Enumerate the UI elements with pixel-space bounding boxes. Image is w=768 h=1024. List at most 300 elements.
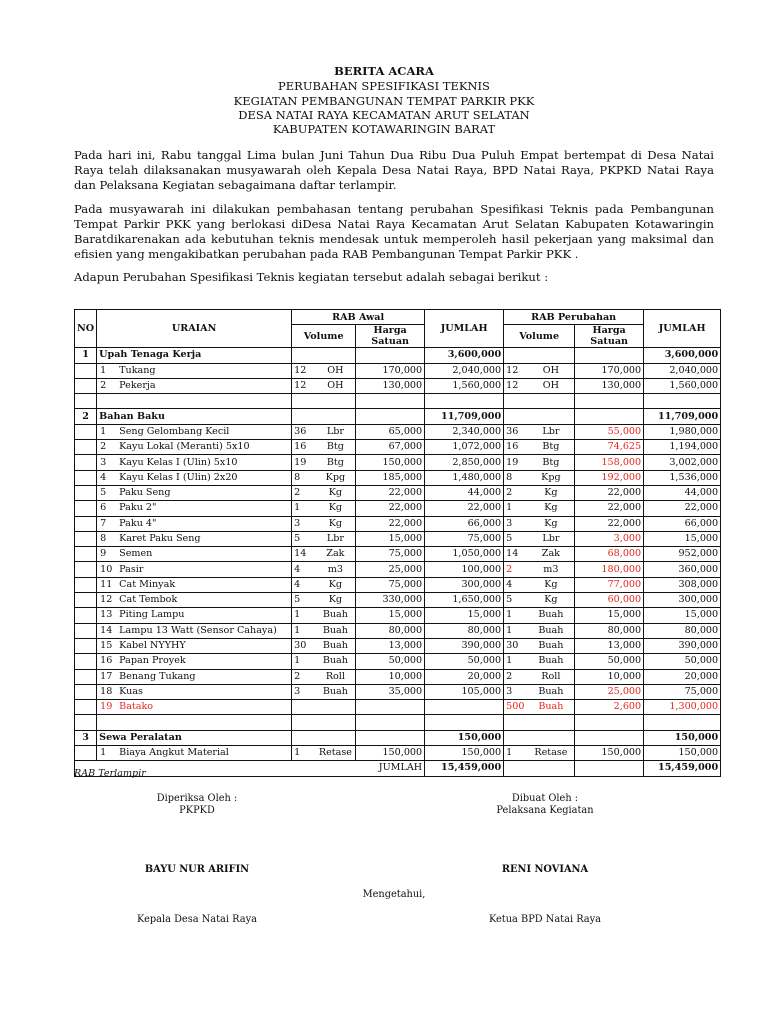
cell-j2: 80,000 [644, 623, 721, 638]
cell-v1: 2 [292, 485, 316, 500]
cell-u1: m3 [316, 562, 356, 577]
empty-cell [504, 715, 528, 730]
cell-v2: 500 [504, 700, 528, 715]
table-row [75, 623, 721, 638]
item-number: 10 [100, 563, 113, 575]
item-name: Paku 2" [119, 502, 157, 514]
empty-cell [75, 485, 97, 500]
cell-item [97, 531, 292, 546]
cell-u1: Buah [316, 684, 356, 699]
cell-h2: 3,000 [575, 531, 644, 546]
blank-row [75, 394, 721, 409]
cell-h2: 170,000 [575, 363, 644, 378]
cell-u1: OH [316, 363, 356, 378]
empty-cell [75, 531, 97, 546]
sig-center-caption: Mengetahui, [362, 889, 426, 900]
cell-no: 1 [75, 348, 97, 363]
cell-name: Sewa Peralatan [97, 730, 292, 745]
cell-item [97, 516, 292, 531]
empty-cell [75, 608, 97, 623]
empty-cell [75, 638, 97, 653]
cell-j1: 2,040,000 [425, 363, 504, 378]
cell-h2: 22,000 [575, 501, 644, 516]
cell-j2: 3,002,000 [644, 455, 721, 470]
cell-h2: 192,000 [575, 470, 644, 485]
total-label: JUMLAH [75, 761, 425, 776]
empty-cell [644, 715, 721, 730]
cell-h1: 22,000 [356, 501, 425, 516]
cell-item [97, 638, 292, 653]
cell-u2: Kg [528, 516, 575, 531]
cell-u2: Buah [528, 638, 575, 653]
cell-no: 3 [75, 730, 97, 745]
cell-j1: 80,000 [425, 623, 504, 638]
cell-u2: Buah [528, 700, 575, 715]
item-number: 1 [100, 364, 107, 376]
cell-item [97, 593, 292, 608]
empty-cell [356, 715, 425, 730]
header-volume-awal: Volume [292, 325, 356, 348]
doc-subtitle: KABUPATEN KOTAWARINGIN BARAT [272, 122, 496, 136]
header-harga-awal: Harga Satuan [356, 325, 425, 348]
header-volume-perubahan: Volume [504, 325, 575, 348]
header-harga-perubahan: Harga Satuan [575, 325, 644, 348]
header-rab-awal: RAB Awal [292, 310, 425, 325]
table-row [75, 501, 721, 516]
table-row [75, 363, 721, 378]
sig-left-name: BAYU NUR ARIFIN [144, 864, 250, 875]
cell-h1: 150,000 [356, 455, 425, 470]
table-row [75, 684, 721, 699]
cell-v2: 1 [504, 654, 528, 669]
cell-h1: 75,000 [356, 577, 425, 592]
cell-j1: 3,600,000 [425, 348, 504, 363]
cell-v1 [292, 730, 316, 745]
cell-u1: Buah [316, 638, 356, 653]
cell-j2: 15,000 [644, 608, 721, 623]
empty-cell [75, 715, 97, 730]
item-number: 19 [100, 701, 113, 713]
header-jumlah-perubahan: JUMLAH [644, 310, 721, 348]
header-uraian: URAIAN [97, 310, 292, 348]
cell-item [97, 608, 292, 623]
item-number: 9 [100, 548, 107, 560]
cell-h2: 2,600 [575, 700, 644, 715]
table-row [75, 470, 721, 485]
cell-v2: 4 [504, 577, 528, 592]
cell-j1: 1,072,000 [425, 440, 504, 455]
empty-cell [75, 363, 97, 378]
cell-h2 [575, 409, 644, 424]
cell-v1: 1 [292, 654, 316, 669]
doc-subtitle: DESA NATAI RAYA KECAMATAN ARUT SELATAN [238, 108, 530, 122]
cell-item [97, 669, 292, 684]
empty-cell [504, 394, 528, 409]
table-row [75, 654, 721, 669]
cell-v2: 1 [504, 608, 528, 623]
cell-u2 [528, 409, 575, 424]
cell-u2: Btg [528, 455, 575, 470]
cell-u1: Lbr [316, 424, 356, 439]
cell-h2: 80,000 [575, 623, 644, 638]
sig-bottom-right: Ketua BPD Natai Raya [488, 914, 602, 925]
table-row [75, 516, 721, 531]
rab-note: RAB Terlampir [74, 768, 146, 779]
cell-v2: 30 [504, 638, 528, 653]
cell-v1 [292, 409, 316, 424]
item-number: 1 [100, 747, 107, 759]
cell-j1: 50,000 [425, 654, 504, 669]
cell-h1: 65,000 [356, 424, 425, 439]
paragraph-discussion: Pada musyawarah ini dilakukan pembahasan tentang perubahan Spesifikasi Teknis pada Pembangunan Tempat Parkir PKK yang berlokasi diDesa Natai Raya Kecamatan Arut Selatan Kabupaten Kotawaringin Baratdikarenakan ada kebutuhan teknis mendesak untuk memperoleh hasil pekerjaan yang maksimal dan efisien yang mengakibatkan perubahan pada RAB Pembangunan Tempat Parkir PKK . [74, 202, 714, 261]
cell-h2: 13,000 [575, 638, 644, 653]
cell-u2 [528, 730, 575, 745]
cell-h2: 130,000 [575, 378, 644, 393]
cell-j1: 11,709,000 [425, 409, 504, 424]
cell-v1: 1 [292, 746, 316, 761]
doc-title: BERITA ACARA [334, 64, 434, 78]
item-name: Karet Paku Seng [119, 533, 201, 544]
cell-u1: Kpg [316, 470, 356, 485]
cell-item [97, 623, 292, 638]
cell-j2: 300,000 [644, 593, 721, 608]
table-row [75, 440, 721, 455]
table-row [75, 547, 721, 562]
empty-cell [316, 394, 356, 409]
cell-h1: 80,000 [356, 623, 425, 638]
cell-u1: Kg [316, 593, 356, 608]
cell-h1: 75,000 [356, 547, 425, 562]
cell-h2: 10,000 [575, 669, 644, 684]
cell-u2: Btg [528, 440, 575, 455]
cell-h2: 68,000 [575, 547, 644, 562]
item-name: Biaya Angkut Material [119, 747, 229, 759]
empty-cell [504, 761, 575, 776]
cell-j1 [425, 700, 504, 715]
item-name: Lampu 13 Watt (Sensor Cahaya) [119, 624, 277, 636]
cell-j2: 44,000 [644, 485, 721, 500]
item-number: 6 [100, 502, 107, 514]
empty-cell [75, 440, 97, 455]
cell-j2: 50,000 [644, 654, 721, 669]
cell-j1: 2,850,000 [425, 455, 504, 470]
item-number: 4 [100, 471, 107, 483]
total-perubahan: 15,459,000 [644, 761, 721, 776]
cell-h1: 130,000 [356, 378, 425, 393]
cell-item [97, 455, 292, 470]
cell-item [97, 700, 292, 715]
blank-row [75, 715, 721, 730]
item-name: Cat Minyak [119, 578, 176, 590]
cell-j1: 390,000 [425, 638, 504, 653]
cell-j1: 15,000 [425, 608, 504, 623]
table-row [75, 669, 721, 684]
cell-v1: 30 [292, 638, 316, 653]
item-name: Kayu Kelas I (Ulin) 5x10 [119, 456, 238, 468]
rab-table [74, 309, 721, 777]
cell-h2 [575, 730, 644, 745]
cell-h2: 15,000 [575, 608, 644, 623]
cell-j2: 150,000 [644, 746, 721, 761]
cell-h1: 22,000 [356, 516, 425, 531]
sig-right-role: Pelaksana Kegiatan [496, 805, 594, 816]
item-name: Pasir [119, 563, 144, 575]
cell-j2: 360,000 [644, 562, 721, 577]
cell-j2: 1,536,000 [644, 470, 721, 485]
header-rab-perubahan: RAB Perubahan [504, 310, 644, 325]
cell-j2: 1,300,000 [644, 700, 721, 715]
rab-table-body [75, 348, 721, 761]
cell-h1: 35,000 [356, 684, 425, 699]
cell-j2: 22,000 [644, 501, 721, 516]
item-number: 18 [100, 685, 113, 697]
cell-u1: Btg [316, 440, 356, 455]
cell-u1: Retase [316, 746, 356, 761]
cell-u1: Lbr [316, 531, 356, 546]
cell-v2: 1 [504, 746, 528, 761]
item-number: 8 [100, 533, 107, 544]
empty-cell [575, 394, 644, 409]
cell-u2: Kg [528, 577, 575, 592]
cell-v1: 1 [292, 608, 316, 623]
paragraph-intro-table: Adapun Perubahan Spesifikasi Teknis kegiatan tersebut adalah sebagai berikut : [74, 270, 549, 284]
cell-v1 [292, 348, 316, 363]
sig-left-role: PKPKD [179, 805, 215, 816]
cell-v1: 5 [292, 531, 316, 546]
cell-j2: 1,560,000 [644, 378, 721, 393]
cell-h2 [575, 348, 644, 363]
cell-u2: Buah [528, 654, 575, 669]
table-row [75, 700, 721, 715]
empty-cell [75, 501, 97, 516]
cell-h1 [356, 700, 425, 715]
cell-j2: 15,000 [644, 531, 721, 546]
cell-item [97, 501, 292, 516]
cell-h1: 25,000 [356, 562, 425, 577]
cell-v1: 16 [292, 440, 316, 455]
item-name: Semen [119, 548, 153, 560]
cell-u1: Kg [316, 577, 356, 592]
group-row [75, 730, 721, 745]
cell-j1: 105,000 [425, 684, 504, 699]
empty-cell [75, 669, 97, 684]
cell-v2: 2 [504, 562, 528, 577]
item-name: Kabel NYYHY [119, 640, 186, 652]
cell-j2: 2,040,000 [644, 363, 721, 378]
cell-no: 2 [75, 409, 97, 424]
cell-j2: 1,194,000 [644, 440, 721, 455]
cell-u1: Buah [316, 608, 356, 623]
item-name: Pekerja [119, 380, 156, 392]
cell-v2 [504, 409, 528, 424]
item-name: Piting Lampu [119, 609, 185, 621]
table-row [75, 424, 721, 439]
header-jumlah-awal: JUMLAH [425, 310, 504, 348]
cell-v1 [292, 700, 316, 715]
item-number: 15 [100, 640, 113, 652]
empty-cell [575, 715, 644, 730]
item-name: Paku Seng [119, 487, 171, 499]
sig-bottom-left: Kepala Desa Natai Raya [137, 914, 257, 925]
empty-cell [75, 516, 97, 531]
cell-j2: 75,000 [644, 684, 721, 699]
cell-j1: 1,050,000 [425, 547, 504, 562]
empty-cell [528, 715, 575, 730]
cell-j2: 1,980,000 [644, 424, 721, 439]
cell-u2: Zak [528, 547, 575, 562]
item-number: 2 [100, 441, 107, 453]
cell-h2: 60,000 [575, 593, 644, 608]
cell-v2: 3 [504, 684, 528, 699]
cell-v1: 19 [292, 455, 316, 470]
item-number: 17 [100, 670, 113, 682]
cell-item [97, 470, 292, 485]
cell-name: Upah Tenaga Kerja [97, 348, 292, 363]
cell-u1 [316, 348, 356, 363]
table-row [75, 638, 721, 653]
table-row [75, 608, 721, 623]
cell-j1: 300,000 [425, 577, 504, 592]
empty-cell [97, 394, 292, 409]
empty-cell [97, 715, 292, 730]
cell-v1: 1 [292, 501, 316, 516]
cell-h1: 15,000 [356, 608, 425, 623]
paragraph-opening: Pada hari ini, Rabu tanggal Lima bulan Juni Tahun Dua Ribu Dua Puluh Empat bertempat di Desa Natai Raya telah dilaksanakan musyawarah oleh Kepala Desa Natai Raya, BPD Natai Raya, PKPKD Natai Raya dan Pelaksana Kegiatan sebagaimana daftar terlampir. [74, 148, 714, 192]
cell-j2: 390,000 [644, 638, 721, 653]
cell-u1: OH [316, 378, 356, 393]
item-name: Kayu Lokal (Meranti) 5x10 [119, 441, 250, 453]
empty-cell [75, 455, 97, 470]
cell-item [97, 684, 292, 699]
item-number: 11 [100, 578, 113, 590]
cell-item [97, 547, 292, 562]
cell-h2: 22,000 [575, 516, 644, 531]
cell-u2: Buah [528, 608, 575, 623]
cell-v2: 8 [504, 470, 528, 485]
cell-h1 [356, 730, 425, 745]
cell-v1: 36 [292, 424, 316, 439]
cell-h1: 15,000 [356, 531, 425, 546]
cell-h2: 180,000 [575, 562, 644, 577]
cell-h2: 74,625 [575, 440, 644, 455]
table-row [75, 378, 721, 393]
cell-u2: Lbr [528, 424, 575, 439]
cell-j1: 1,650,000 [425, 593, 504, 608]
item-number: 12 [100, 594, 113, 606]
table-row [75, 593, 721, 608]
cell-u2: Kg [528, 593, 575, 608]
cell-item [97, 577, 292, 592]
cell-v2: 14 [504, 547, 528, 562]
cell-u1: Kg [316, 516, 356, 531]
empty-cell [75, 593, 97, 608]
cell-u1 [316, 730, 356, 745]
cell-u1 [316, 700, 356, 715]
cell-h1: 185,000 [356, 470, 425, 485]
cell-v1: 14 [292, 547, 316, 562]
item-name: Kayu Kelas I (Ulin) 2x20 [119, 471, 238, 483]
empty-cell [75, 700, 97, 715]
cell-v2: 36 [504, 424, 528, 439]
total-awal: 15,459,000 [425, 761, 504, 776]
item-name: Paku 4" [119, 517, 157, 529]
cell-v1: 4 [292, 577, 316, 592]
empty-cell [75, 746, 97, 761]
cell-u2: Buah [528, 623, 575, 638]
cell-j2: 11,709,000 [644, 409, 721, 424]
cell-item [97, 746, 292, 761]
empty-cell [425, 715, 504, 730]
empty-cell [75, 684, 97, 699]
cell-u2: Lbr [528, 531, 575, 546]
cell-u2: m3 [528, 562, 575, 577]
cell-v1: 1 [292, 623, 316, 638]
cell-v1: 4 [292, 562, 316, 577]
cell-h1: 150,000 [356, 746, 425, 761]
cell-v1: 12 [292, 363, 316, 378]
cell-u2: Kg [528, 501, 575, 516]
cell-u2: OH [528, 378, 575, 393]
cell-j2: 308,000 [644, 577, 721, 592]
cell-v2: 1 [504, 623, 528, 638]
cell-j1: 44,000 [425, 485, 504, 500]
cell-item [97, 378, 292, 393]
empty-cell [528, 394, 575, 409]
cell-j1: 2,340,000 [425, 424, 504, 439]
sig-left-caption: Diperiksa Oleh : [156, 793, 238, 804]
cell-u2: Kpg [528, 470, 575, 485]
empty-cell [575, 761, 644, 776]
empty-cell [316, 715, 356, 730]
cell-h2: 150,000 [575, 746, 644, 761]
cell-v2: 2 [504, 485, 528, 500]
cell-j1: 150,000 [425, 746, 504, 761]
cell-v2: 16 [504, 440, 528, 455]
cell-h2: 158,000 [575, 455, 644, 470]
cell-v1: 5 [292, 593, 316, 608]
empty-cell [292, 715, 316, 730]
cell-u2 [528, 348, 575, 363]
cell-h1: 67,000 [356, 440, 425, 455]
item-name: Tukang [119, 364, 156, 376]
cell-u1: Zak [316, 547, 356, 562]
empty-cell [356, 394, 425, 409]
empty-cell [292, 394, 316, 409]
cell-j1: 1,480,000 [425, 470, 504, 485]
cell-item [97, 485, 292, 500]
table-row [75, 746, 721, 761]
empty-cell [75, 547, 97, 562]
cell-v1: 2 [292, 669, 316, 684]
table-row [75, 562, 721, 577]
cell-item [97, 654, 292, 669]
cell-j1: 20,000 [425, 669, 504, 684]
item-number: 16 [100, 655, 113, 667]
cell-h2: 25,000 [575, 684, 644, 699]
item-name: Batako [119, 701, 154, 713]
item-name: Papan Proyek [119, 655, 186, 667]
cell-u1: Roll [316, 669, 356, 684]
cell-h2: 50,000 [575, 654, 644, 669]
table-row [75, 531, 721, 546]
cell-v2: 5 [504, 531, 528, 546]
item-number: 3 [100, 456, 107, 468]
cell-v1: 12 [292, 378, 316, 393]
cell-h1: 10,000 [356, 669, 425, 684]
item-number: 7 [100, 517, 107, 529]
cell-j2: 20,000 [644, 669, 721, 684]
empty-cell [644, 394, 721, 409]
